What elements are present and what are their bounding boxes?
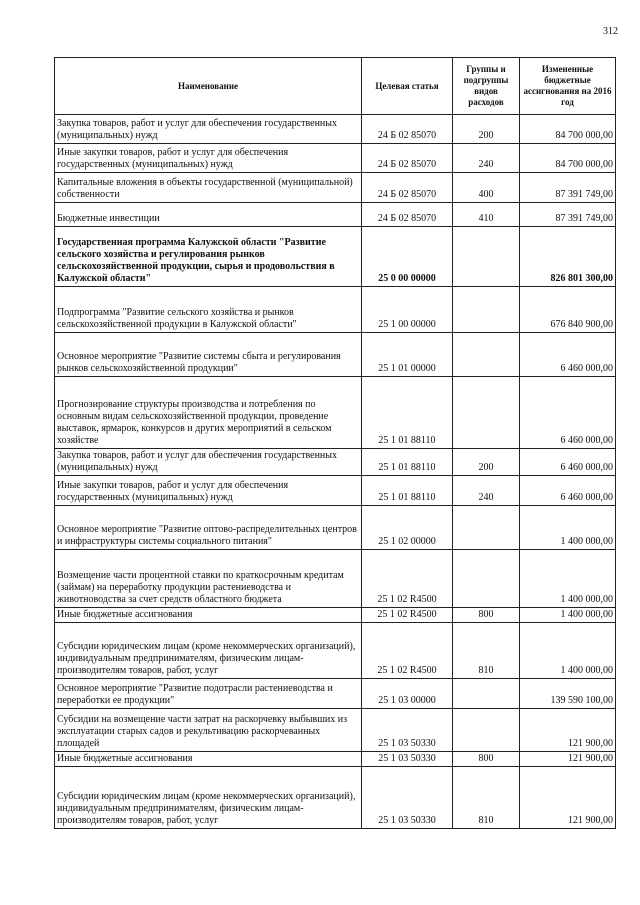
row-code: 25 1 01 88110 bbox=[362, 449, 453, 476]
row-amount: 826 801 300,00 bbox=[520, 227, 616, 287]
row-group: 810 bbox=[453, 767, 520, 829]
row-group bbox=[453, 227, 520, 287]
row-group: 400 bbox=[453, 173, 520, 203]
row-amount: 139 590 100,00 bbox=[520, 679, 616, 709]
row-amount: 1 400 000,00 bbox=[520, 550, 616, 608]
row-name: Иные закупки товаров, работ и услуг для обеспечения государственных (муниципальных) нужд bbox=[55, 476, 362, 506]
row-group bbox=[453, 506, 520, 550]
row-group: 810 bbox=[453, 623, 520, 679]
row-code: 25 1 03 00000 bbox=[362, 679, 453, 709]
table-row bbox=[55, 608, 616, 623]
table-row bbox=[55, 333, 616, 377]
row-code: 25 1 02 R4500 bbox=[362, 550, 453, 608]
table-row bbox=[55, 752, 616, 767]
table-header-row bbox=[55, 58, 616, 115]
row-code: 25 1 03 50330 bbox=[362, 767, 453, 829]
table-row bbox=[55, 623, 616, 679]
row-code: 25 1 03 50330 bbox=[362, 709, 453, 752]
row-group: 800 bbox=[453, 608, 520, 623]
row-name: Основное мероприятие "Развитие системы сбыта и регулирования рынков сельскохозяйственной продукции" bbox=[55, 333, 362, 377]
row-code: 25 1 02 R4500 bbox=[362, 623, 453, 679]
row-amount: 1 400 000,00 bbox=[520, 623, 616, 679]
row-code: 25 1 03 50330 bbox=[362, 752, 453, 767]
table-row bbox=[55, 144, 616, 173]
row-name: Субсидии юридическим лицам (кроме некоммерческих организаций), индивидуальным предпринимателям, физическим лицам-производителям товаров, работ, услуг bbox=[55, 623, 362, 679]
row-name: Закупка товаров, работ и услуг для обеспечения государственных (муниципальных) нужд bbox=[55, 115, 362, 144]
row-group bbox=[453, 333, 520, 377]
row-group bbox=[453, 377, 520, 449]
row-group: 800 bbox=[453, 752, 520, 767]
table-row bbox=[55, 377, 616, 449]
row-group bbox=[453, 287, 520, 333]
row-code: 24 Б 02 85070 bbox=[362, 203, 453, 227]
row-code: 25 1 02 00000 bbox=[362, 506, 453, 550]
row-group: 200 bbox=[453, 449, 520, 476]
table-row bbox=[55, 679, 616, 709]
table-row bbox=[55, 449, 616, 476]
header-target-article: Целевая статья bbox=[362, 58, 453, 115]
row-amount: 676 840 900,00 bbox=[520, 287, 616, 333]
row-code: 25 0 00 00000 bbox=[362, 227, 453, 287]
row-amount: 84 700 000,00 bbox=[520, 115, 616, 144]
row-group bbox=[453, 709, 520, 752]
row-amount: 6 460 000,00 bbox=[520, 377, 616, 449]
row-name: Возмещение части процентной ставки по краткосрочным кредитам (займам) на переработку продукции растениеводства и животноводства за счет средств областного бюджета bbox=[55, 550, 362, 608]
row-group: 410 bbox=[453, 203, 520, 227]
table-row bbox=[55, 203, 616, 227]
row-name: Основное мероприятие "Развитие подотрасли растениеводства и переработки ее продукции" bbox=[55, 679, 362, 709]
row-name: Подпрограмма "Развитие сельского хозяйства и рынков сельскохозяйственной продукции в Калужской области" bbox=[55, 287, 362, 333]
row-amount: 121 900,00 bbox=[520, 767, 616, 829]
row-name: Иные закупки товаров, работ и услуг для обеспечения государственных (муниципальных) нужд bbox=[55, 144, 362, 173]
header-name: Наименование bbox=[55, 58, 362, 115]
row-code: 25 1 01 88110 bbox=[362, 476, 453, 506]
row-name: Иные бюджетные ассигнования bbox=[55, 608, 362, 623]
row-name: Субсидии на возмещение части затрат на раскорчевку выбывших из эксплуатации старых садов и рекультивацию раскорчеванных площадей bbox=[55, 709, 362, 752]
row-amount: 87 391 749,00 bbox=[520, 203, 616, 227]
row-amount: 1 400 000,00 bbox=[520, 608, 616, 623]
table-row bbox=[55, 767, 616, 829]
row-code: 25 1 02 R4500 bbox=[362, 608, 453, 623]
row-amount: 6 460 000,00 bbox=[520, 333, 616, 377]
row-group: 240 bbox=[453, 476, 520, 506]
row-amount: 121 900,00 bbox=[520, 752, 616, 767]
row-amount: 87 391 749,00 bbox=[520, 173, 616, 203]
row-amount: 1 400 000,00 bbox=[520, 506, 616, 550]
budget-table bbox=[54, 57, 616, 829]
row-group: 240 bbox=[453, 144, 520, 173]
header-amount: Измененные бюджетные ассигнования на 2016 год bbox=[520, 58, 616, 115]
row-name: Иные бюджетные ассигнования bbox=[55, 752, 362, 767]
row-code: 24 Б 02 85070 bbox=[362, 173, 453, 203]
table-row bbox=[55, 173, 616, 203]
row-amount: 121 900,00 bbox=[520, 709, 616, 752]
row-amount: 6 460 000,00 bbox=[520, 476, 616, 506]
row-code: 24 Б 02 85070 bbox=[362, 115, 453, 144]
row-name: Закупка товаров, работ и услуг для обеспечения государственных (муниципальных) нужд bbox=[55, 449, 362, 476]
row-code: 25 1 01 88110 bbox=[362, 377, 453, 449]
table-row bbox=[55, 287, 616, 333]
row-group bbox=[453, 679, 520, 709]
row-group: 200 bbox=[453, 115, 520, 144]
row-amount: 6 460 000,00 bbox=[520, 449, 616, 476]
table-row bbox=[55, 506, 616, 550]
row-name: Бюджетные инвестиции bbox=[55, 203, 362, 227]
row-name: Основное мероприятие "Развитие оптово-распределительных центров и инфраструктуры системы социального питания" bbox=[55, 506, 362, 550]
row-code: 25 1 01 00000 bbox=[362, 333, 453, 377]
page-number: 312 bbox=[603, 26, 618, 37]
table-row bbox=[55, 550, 616, 608]
row-name: Государственная программа Калужской области "Развитие сельского хозяйства и регулирования рынков сельскохозяйственной продукции, сырья и продовольствия в Калужской области" bbox=[55, 227, 362, 287]
row-code: 25 1 00 00000 bbox=[362, 287, 453, 333]
table-row bbox=[55, 476, 616, 506]
table-row bbox=[55, 115, 616, 144]
row-amount: 84 700 000,00 bbox=[520, 144, 616, 173]
header-expense-group: Группы и подгруппы видов расходов bbox=[453, 58, 520, 115]
row-code: 24 Б 02 85070 bbox=[362, 144, 453, 173]
table-row bbox=[55, 709, 616, 752]
row-group bbox=[453, 550, 520, 608]
table-row bbox=[55, 227, 616, 287]
row-name: Прогнозирование структуры производства и потребления по основным видам сельскохозяйственной продукции, проведение выставок, ярмарок, конкурсов и других мероприятий в сельском хозяйстве bbox=[55, 377, 362, 449]
row-name: Капитальные вложения в объекты государственной (муниципальной) собственности bbox=[55, 173, 362, 203]
row-name: Субсидии юридическим лицам (кроме некоммерческих организаций), индивидуальным предпринимателям, физическим лицам-производителям товаров, работ, услуг bbox=[55, 767, 362, 829]
